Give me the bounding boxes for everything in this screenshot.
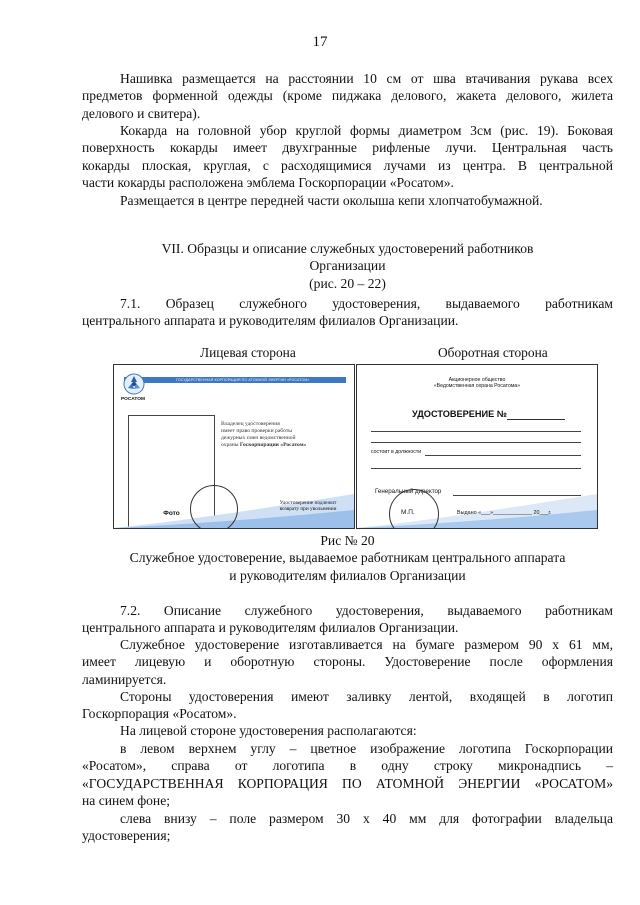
caption-line: Служебное удостоверение, выдаваемое работникам центрального аппарата bbox=[129, 550, 566, 566]
paragraph-cockade bbox=[82, 122, 613, 192]
text-line: удостоверения; bbox=[82, 828, 171, 844]
band-microtext: ГОСУДАРСТВЕННАЯ КОРПОРАЦИЯ ПО АТОМНОЙ ЭНЕРГИИ «РОСАТОМ» bbox=[176, 377, 310, 382]
text-line: Госкорпорация «Росатом». bbox=[82, 706, 237, 722]
text-line: Удостоверение подлежит bbox=[279, 500, 337, 506]
general-director-label: Генеральный директор bbox=[375, 488, 442, 495]
text-line: в левом верхнем углу – цветное изображение логотипа Госкорпорации bbox=[120, 741, 613, 756]
text-line: имеет лицевую и оборотную стороны. Удостоверение после оформления bbox=[82, 654, 613, 670]
text-line: Владелец удостоверения bbox=[221, 421, 280, 427]
paragraph-sides bbox=[82, 688, 613, 723]
certificate-title: УДОСТОВЕРЕНИЕ № bbox=[412, 409, 508, 419]
paragraph-front-side bbox=[82, 722, 613, 739]
paragraph-bottom-left bbox=[82, 810, 613, 845]
text-line: Нашивка размещается на расстоянии 10 см от шва втачивания рукава всех bbox=[120, 71, 613, 86]
stamp-label: М.П. bbox=[401, 509, 415, 516]
owner-rights-text bbox=[221, 421, 346, 449]
issued-date: Выдано «___»_____________ 20___г. bbox=[457, 510, 552, 516]
text-line: охраны bbox=[221, 441, 239, 448]
item-7-2 bbox=[82, 602, 613, 637]
rosatom-logo-icon bbox=[123, 373, 145, 395]
text-line: поверхность кокарды имеет двухгранные рифленые лучи. Центральная часть bbox=[82, 140, 613, 156]
position-line bbox=[425, 455, 581, 456]
stamp-circle bbox=[190, 485, 238, 529]
paragraph-placement bbox=[82, 192, 613, 209]
heading-line: Организации bbox=[309, 258, 386, 274]
text-line: имеет право проверки работы bbox=[221, 427, 293, 434]
logo-wordmark: РОСАТОМ bbox=[121, 397, 145, 402]
paragraph-stitching bbox=[82, 70, 613, 122]
heading-line: (рис. 20 – 22) bbox=[309, 275, 386, 291]
text-line: 7.1. Образец служебного удостоверения, выдаваемого работникам bbox=[120, 296, 613, 311]
section-heading bbox=[82, 240, 613, 292]
id-card-front bbox=[113, 364, 355, 529]
text-line: «Росатом», справа от логотипа в одну строку микронадпись – bbox=[82, 758, 613, 774]
paragraph-top-left bbox=[82, 740, 613, 810]
text-line: центрального аппарата и руководителям филиалов Организации. bbox=[82, 620, 459, 636]
text-line: делового и свитера). bbox=[82, 105, 201, 121]
text-line: Стороны удостоверения имеют заливку лентой, входящей в логотип bbox=[120, 689, 613, 704]
text-line: возврату при увольнении bbox=[279, 506, 337, 513]
text-line: части кокарды расположена эмблема Госкорпорации «Росатом». bbox=[82, 175, 454, 191]
text-line: «Ведомственная охрана Росатома» bbox=[433, 383, 521, 390]
text-line: на синем фоне; bbox=[82, 793, 171, 809]
name-line bbox=[371, 442, 581, 443]
text-line: дежурных смен ведомственной bbox=[221, 434, 296, 441]
photo-label: Фото bbox=[163, 510, 180, 517]
text-line: На лицевой стороне удостоверения располагаются: bbox=[120, 723, 417, 738]
org-name-bold: Госкорпорации «Росатом» bbox=[239, 441, 307, 448]
paragraph-paper bbox=[82, 636, 613, 688]
text-line: предметов форменной одежды (кроме пиджака делового, жакета делового, жилета bbox=[82, 88, 613, 104]
text-line: центрального аппарата и руководителям филиалов Организации. bbox=[82, 313, 459, 329]
front-side-label: Лицевая сторона bbox=[200, 345, 296, 360]
back-side-label: Оборотная сторона bbox=[438, 345, 548, 360]
text-line: Служебное удостоверение изготавливается на бумаге размером 90 х 61 мм, bbox=[120, 637, 613, 652]
text-line: 7.2. Описание служебного удостоверения, выдаваемого работникам bbox=[120, 603, 613, 618]
position-label: состоит в должности bbox=[371, 449, 422, 455]
text-line: слева внизу – поле размером 30 х 40 мм для фотографии владельца bbox=[120, 811, 613, 826]
caption-line: и руководителям филиалов Организации bbox=[229, 567, 466, 583]
text-line: Кокарда на головной убор круглой формы диаметром 3см (рис. 19). Боковая bbox=[120, 123, 613, 138]
text-line: Размещается в центре передней части околыша кепи хлопчатобумажной. bbox=[120, 193, 543, 208]
caption-number: Рис № 20 bbox=[320, 533, 375, 548]
text-line: Акционерное общество bbox=[448, 377, 506, 383]
organization-name bbox=[357, 377, 597, 390]
name-line bbox=[371, 431, 581, 432]
signature-line bbox=[453, 495, 581, 496]
return-notice bbox=[264, 500, 352, 513]
text-line: «ГОСУДАРСТВЕННАЯ КОРПОРАЦИЯ ПО АТОМНОЙ ЭНЕРГИИ «РОСАТОМ» bbox=[82, 775, 613, 791]
id-card-back bbox=[356, 364, 598, 529]
figure-caption bbox=[82, 532, 613, 584]
text-line: кокарды плоская, круглая, с расходящимися лучами из центра. В центральной bbox=[82, 157, 613, 173]
page-number: 17 bbox=[312, 34, 328, 50]
text-line: ламинируется. bbox=[82, 671, 167, 687]
item-7-1 bbox=[82, 295, 613, 330]
position-line-2 bbox=[371, 468, 581, 469]
number-line bbox=[507, 419, 565, 420]
heading-line: VII. Образцы и описание служебных удостоверений работников bbox=[161, 241, 534, 256]
